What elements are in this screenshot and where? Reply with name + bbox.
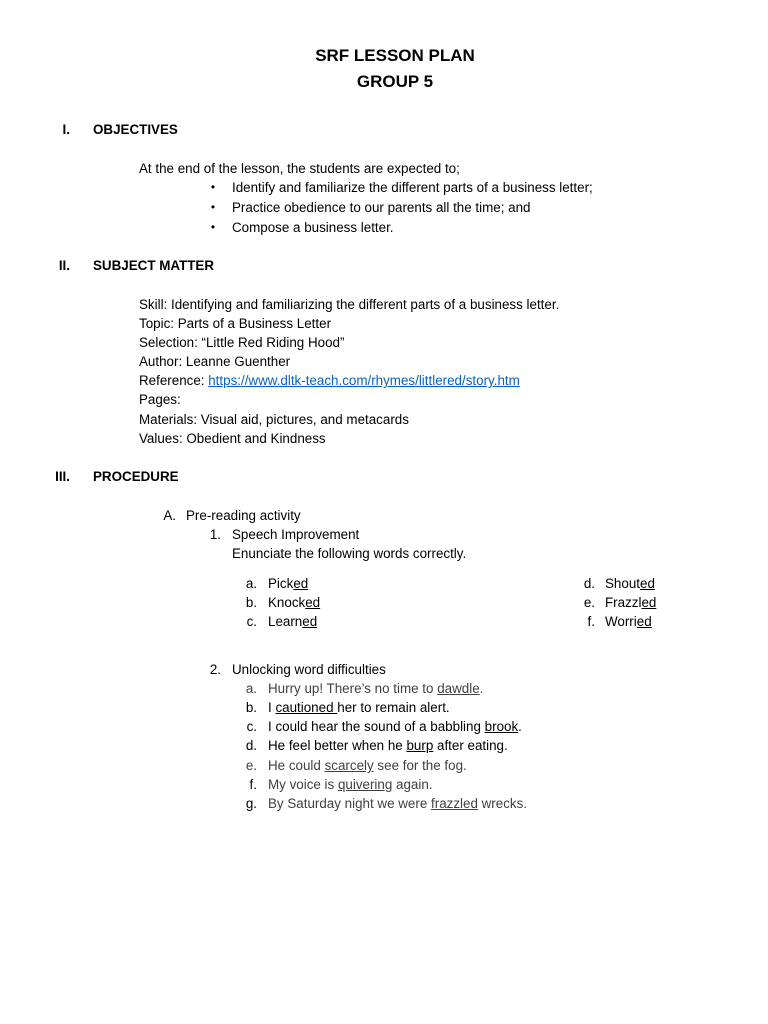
speech-word: Shouted [605, 576, 655, 591]
pages-line: Pages: [139, 392, 181, 407]
speech-word: Worried [605, 614, 652, 629]
speech-word: Learned [268, 614, 318, 629]
section-title-procedure: PROCEDURE [93, 469, 179, 484]
sentence-letter: f. [249, 777, 257, 792]
section-number-subject-matter: II. [58, 258, 70, 273]
vocab-sentence: He feel better when he burp after eating. [268, 738, 508, 753]
speech-word: Knocked [268, 595, 321, 610]
bullet: • [210, 180, 216, 194]
objectives-intro: At the end of the lesson, the students are expected to; [139, 161, 460, 176]
word-letter: f. [587, 614, 595, 629]
vocab-sentence: He could scarcely see for the fog. [268, 758, 467, 773]
sentence-letter: d. [245, 738, 257, 753]
skill-line: Skill: Identifying and familiarizing the different parts of a business letter. [139, 297, 560, 312]
speech-instruction: Enunciate the following words correctly. [232, 546, 467, 561]
topic-line: Topic: Parts of a Business Letter [139, 316, 332, 331]
sentence-letter: a. [245, 681, 257, 696]
sentence-letter: e. [245, 758, 257, 773]
word-letter: b. [245, 595, 257, 610]
section-number-objectives: I. [62, 122, 70, 137]
objective-item: Practice obedience to our parents all the time; and [232, 200, 531, 215]
vocab-sentence: Hurry up! There’s no time to dawdle. [268, 681, 484, 696]
title-line-2: GROUP 5 [356, 72, 434, 91]
section-title-objectives: OBJECTIVES [93, 122, 178, 137]
speech-word: Picked [268, 576, 309, 591]
word-letter: c. [246, 614, 257, 629]
values-line: Values: Obedient and Kindness [139, 431, 326, 446]
reference-label: Reference: [139, 373, 209, 388]
reference-line [139, 371, 520, 390]
speech-improvement-label: Speech Improvement [232, 527, 360, 542]
vocab-sentence: I cautioned her to remain alert. [268, 700, 450, 715]
section-number-procedure: III. [55, 469, 70, 484]
speech-word: Frazzled [605, 595, 657, 610]
bullet: • [210, 200, 216, 214]
vocab-sentence: By Saturday night we were frazzled wrecks. [268, 796, 528, 811]
objective-item: Identify and familiarize the different parts of a business letter; [232, 180, 593, 195]
section-title-subject-matter: SUBJECT MATTER [93, 258, 215, 273]
word-letter: d. [583, 576, 595, 591]
sentence-letter: b. [245, 700, 257, 715]
sentence-letter: g. [245, 796, 257, 811]
list-marker: A. [163, 508, 176, 523]
list-marker: 2. [209, 662, 221, 677]
title-line-1: SRF LESSON PLAN [315, 46, 475, 65]
vocab-sentence: My voice is quivering again. [268, 777, 433, 792]
word-letter: a. [245, 576, 257, 591]
unlocking-label: Unlocking word difficulties [232, 662, 386, 677]
author-line: Author: Leanne Guenther [139, 354, 291, 369]
reference-link[interactable]: https://www.dltk-teach.com/rhymes/littlered/story.htm [208, 373, 520, 388]
pre-reading-activity-label: Pre-reading activity [186, 508, 301, 523]
objective-item: Compose a business letter. [232, 220, 394, 235]
sentence-letter: c. [246, 719, 257, 734]
list-marker: 1. [209, 527, 221, 542]
word-letter: e. [583, 595, 595, 610]
selection-line: Selection: “Little Red Riding Hood” [139, 335, 345, 350]
materials-line: Materials: Visual aid, pictures, and metacards [139, 412, 409, 427]
bullet: • [210, 220, 216, 234]
vocab-sentence: I could hear the sound of a babbling brook. [268, 719, 522, 734]
